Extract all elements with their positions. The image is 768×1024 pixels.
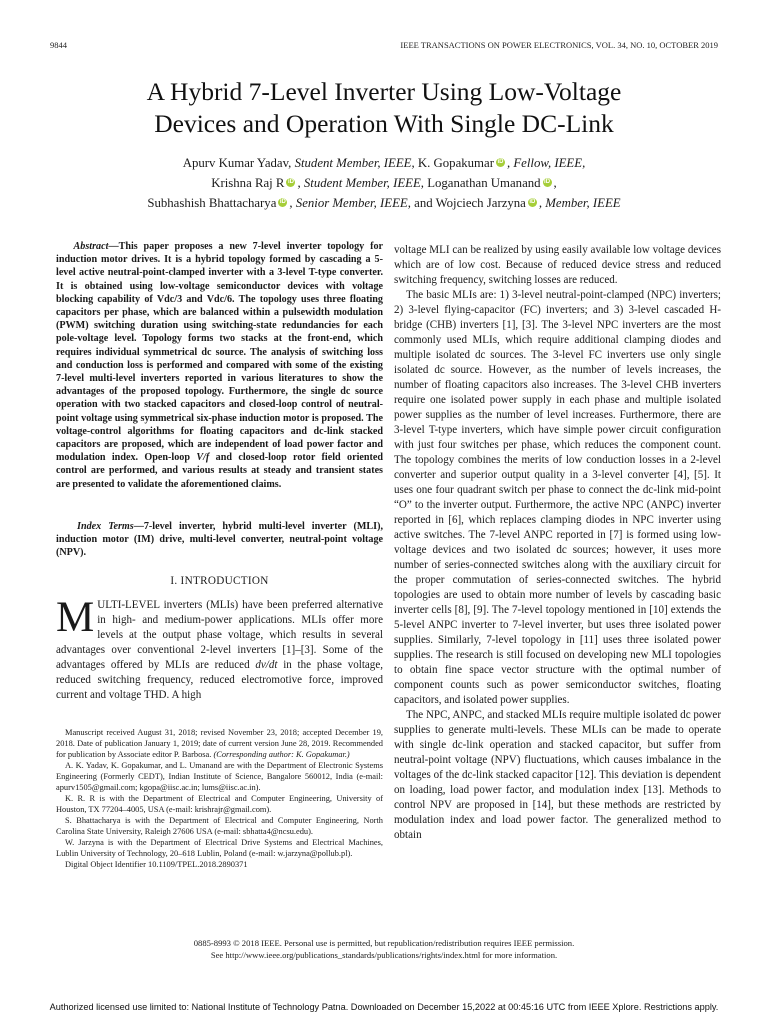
right-column xyxy=(394,243,721,843)
journal-header: IEEE TRANSACTIONS ON POWER ELECTRONICS, VOL. 34, NO. 10, OCTOBER 2019 xyxy=(400,40,718,50)
drop-cap: M xyxy=(56,594,95,641)
intro-paragraph: ULTI-LEVEL inverters (MLIs) have been preferred alternative in high- and medium-power applications. MLIs offer more levels at the output phase voltage, which results in several advantages over conventional 2-level inverters [1]–[3]. Some of the advantages offered by MLIs are reduced xyxy=(56,599,383,671)
author-name: Subhashish Bhattacharya xyxy=(147,196,277,210)
author-membership: , Fellow, IEEE, xyxy=(506,156,586,170)
author-membership: , Senior Member, IEEE, xyxy=(289,196,411,210)
orcid-icon[interactable]: iD xyxy=(497,159,504,165)
body-paragraph: voltage MLI can be realized by using easily available low voltage devices which are of low cost. Because of reduced device stress and reduced switching frequency, switching losses are reduced. xyxy=(394,244,721,286)
body-paragraph: The basic MLIs are: 1) 3-level neutral-point-clamped (NPC) inverters; 2) 3-level flying-capacitor (FC) inverters; and 3) 3-level cascaded H-bridge (CHB) inverters [1], [3]. The 3-level NPC inverters are the most commonly used MLIs, which require additional clamping diodes and multiple isolated dc sources. The 3-level FC inverters use only single isolated dc source. However, as the number of levels increases, the number of floating capacitors also increases. The 3-level CHB inverters require one isolated power supply in each phase and multiple isolated power supplies as the number of level increases. Furthermore, there are 3-level T-type inverters, which have simple power circuit configuration with just four switches per phase, which reduces the component count. The topology combines the merits of low conduction losses in a 2-level converter and superior output quality in a 3-level converter [4], [5]. It uses one four quadrant switch per phase to connect the dc-link mid-point “O” to the inverter output. Furthermore, the active NPC (ANPC) inverter reported in [6], which replaces clamping diodes in NPC inverter using active switches. The 7-level ANPC reported in [7] is formed using low-voltage devices and two isolated dc sources; however, it uses more number of series-connected switches along with the auxiliary circuit for the proper commutation of series-connected switches. The hybrid topologies are used to obtain more number of levels by cascading basic inverter cells [8], [9]. The 7-level topology mentioned in [10] extends the 5-level ANPC inverter to 7-level inverter, but uses three isolated power supplies. Similarly, 7-level topology in [11] uses three isolated power supplies. The research is still focused on developing new MLI topologies to obtain fine space vector structure with the optimal number of component counts such as power semiconductor switches, floating capacitors, and isolated power supplies. xyxy=(394,289,721,706)
author-name: Loganathan Umanand xyxy=(427,176,541,190)
section-heading: I. INTRODUCTION xyxy=(170,575,269,587)
author-line-2: Krishna Raj R iD , Student Member, IEEE, Loganathan Umanand iD , xyxy=(211,176,557,190)
body-paragraph: The NPC, ANPC, and stacked MLIs require multiple isolated dc power supplies to generate multi-levels. These MLIs can be made to operate with single dc-link operation and stacked capacitor, but suffer from neutral-point voltage (NPV) fluctuations, which causes imbalance in the voltages of the dc-link stacked capacitor [12]. This deviation is dependent on loading, load power factor, and modulation index [13]. Methods to control NPV are proposed in [14], but these methods are restricted by modulation index and load power factor. The generalized method to obtain xyxy=(394,709,721,841)
abstract-text: —This paper proposes a new 7-level inverter topology for induction motor drives. It is a hybrid topology formed by cascading a 5-level active neutral-point-clamped inverter with a 3-level T-type converter. It is obtained using low-voltage semiconductor devices with voltage blocking capability of Vdc/3 and Vdc/6. The topology uses three floating capacitors per phase, which are balanced within a pulsewidth modulation (PWM) switching duration using switching-state redundancies for each pole-voltage level. Topology forms two stacks at the front-end, which requires individual symmetrical dc source. The analysis of switching loss and conduction loss is performed and compared with some of the existing 7-level multi-level inverters reported in various literatures to show the advantages of the proposed topology. Furthermore, the single dc source operation with two stacked capacitors and closed-loop control of neutral-point voltage using symmetrical six-phase induction motor is proposed. The voltage-control algorithms for floating capacitors and dc-link stacked capacitors are proposed, which are independent of load power factor and modulation index. Open-loop xyxy=(56,241,384,464)
author-line-3 xyxy=(40,193,728,213)
author-membership: , Student Member, IEEE, xyxy=(297,176,424,190)
index-terms xyxy=(56,520,383,560)
abstract-text-tail: and closed-loop rotor field oriented control are performed, and various results at steady and transient states are presented to validate the aforementioned claims. xyxy=(56,452,384,490)
title-line-2: Devices and Operation With Single DC-Link xyxy=(154,109,614,138)
footnote-doi: Digital Object Identifier 10.1109/TPEL.2018.2890371 xyxy=(65,860,248,869)
footnote-manuscript xyxy=(56,727,383,760)
index-terms-label: Index Terms xyxy=(77,521,134,532)
author-name: Apurv Kumar Yadav, xyxy=(182,156,292,170)
author-name: Krishna Raj R xyxy=(211,176,285,190)
introduction-text xyxy=(56,594,383,703)
page-number: 9844 xyxy=(50,40,67,50)
footnotes xyxy=(56,727,383,870)
author-name: and Wojciech Jarzyna xyxy=(414,196,526,210)
orcid-icon[interactable]: iD xyxy=(287,179,294,185)
author-name: K. Gopakumar xyxy=(417,156,494,170)
orcid-icon[interactable]: iD xyxy=(529,199,536,205)
copyright-link[interactable]: See http://www.ieee.org/publications_standards/publications/rights/index.html for more information. xyxy=(210,949,558,960)
footnote-text: Manuscript received August 31, 2018; revised November 23, 2018; accepted December 19, 2018. Date of publication January 1, 2019; date of current version June 28, 2019. Recommended for publication by Associate editor P. Barbosa. xyxy=(56,728,383,759)
author-list xyxy=(40,153,728,213)
title-line-1: A Hybrid 7-Level Inverter Using Low-Voltage xyxy=(146,77,622,106)
license-banner: Authorized licensed use limited to: National Institute of Technology Patna. Downloaded on December 15,2022 at 00:45:16 UTC from IEEE Xplore. Restrictions apply. xyxy=(49,1002,719,1012)
footnote-affiliation: W. Jarzyna is with the Department of Electrical Drive Systems and Electrical Machines, Lublin University of Technology, 20–618 Lublin, Poland (e-mail: w.jarzyna@pollub.pl). xyxy=(56,838,383,858)
copyright-line: 0885-8993 © 2018 IEEE. Personal use is permitted, but republication/redistribution requires IEEE permission. xyxy=(193,938,575,948)
author-membership: Student Member, IEEE, xyxy=(294,156,415,170)
copyright-notice xyxy=(40,938,728,961)
abstract-label: Abstract xyxy=(73,241,109,252)
author-line-1 xyxy=(40,153,728,173)
footnote-affiliation: A. K. Yadav, K. Gopakumar, and L. Umanand are with the Department of Electronic Systems Engineering (Formerly CEDT), Indian Institute of Science, Bangalore 560012, India (e-mail: apurv1505@gmail.com; kgopa@iisc.ac.in; lums@iisc.ac.in). xyxy=(56,761,383,792)
author-membership: , Member, IEEE xyxy=(538,196,621,210)
footnote-corresponding: (Corresponding author: K. Gopakumar.) xyxy=(213,750,350,759)
intro-dvdt: dv/dt xyxy=(255,659,278,671)
orcid-icon[interactable]: iD xyxy=(279,199,286,205)
abstract-vf: V/f xyxy=(196,452,210,464)
abstract xyxy=(56,240,383,491)
footnote-affiliation: K. R. R is with the Department of Electrical and Computer Engineering, University of Houston, TX 77204–4005, USA (e-mail: krishrajr@gmail.com). xyxy=(56,794,383,814)
index-terms-text: —7-level inverter, hybrid multi-level inverter (MLI), induction motor (IM) drive, multi-level converter, neutral-point voltage (NPV). xyxy=(56,521,383,559)
orcid-icon[interactable]: iD xyxy=(544,179,551,185)
intro-paragraph-tail: in the phase voltage, reduced switching frequency, reduced electromotive force, improved current and voltage THD. A high xyxy=(56,659,383,701)
paper-title xyxy=(40,76,728,140)
footnote-affiliation: S. Bhattacharya is with the Department of Electrical and Computer Engineering, North Carolina State University, Raleigh 27606 USA (e-mail: sbhatta4@ncsu.edu). xyxy=(56,816,383,836)
